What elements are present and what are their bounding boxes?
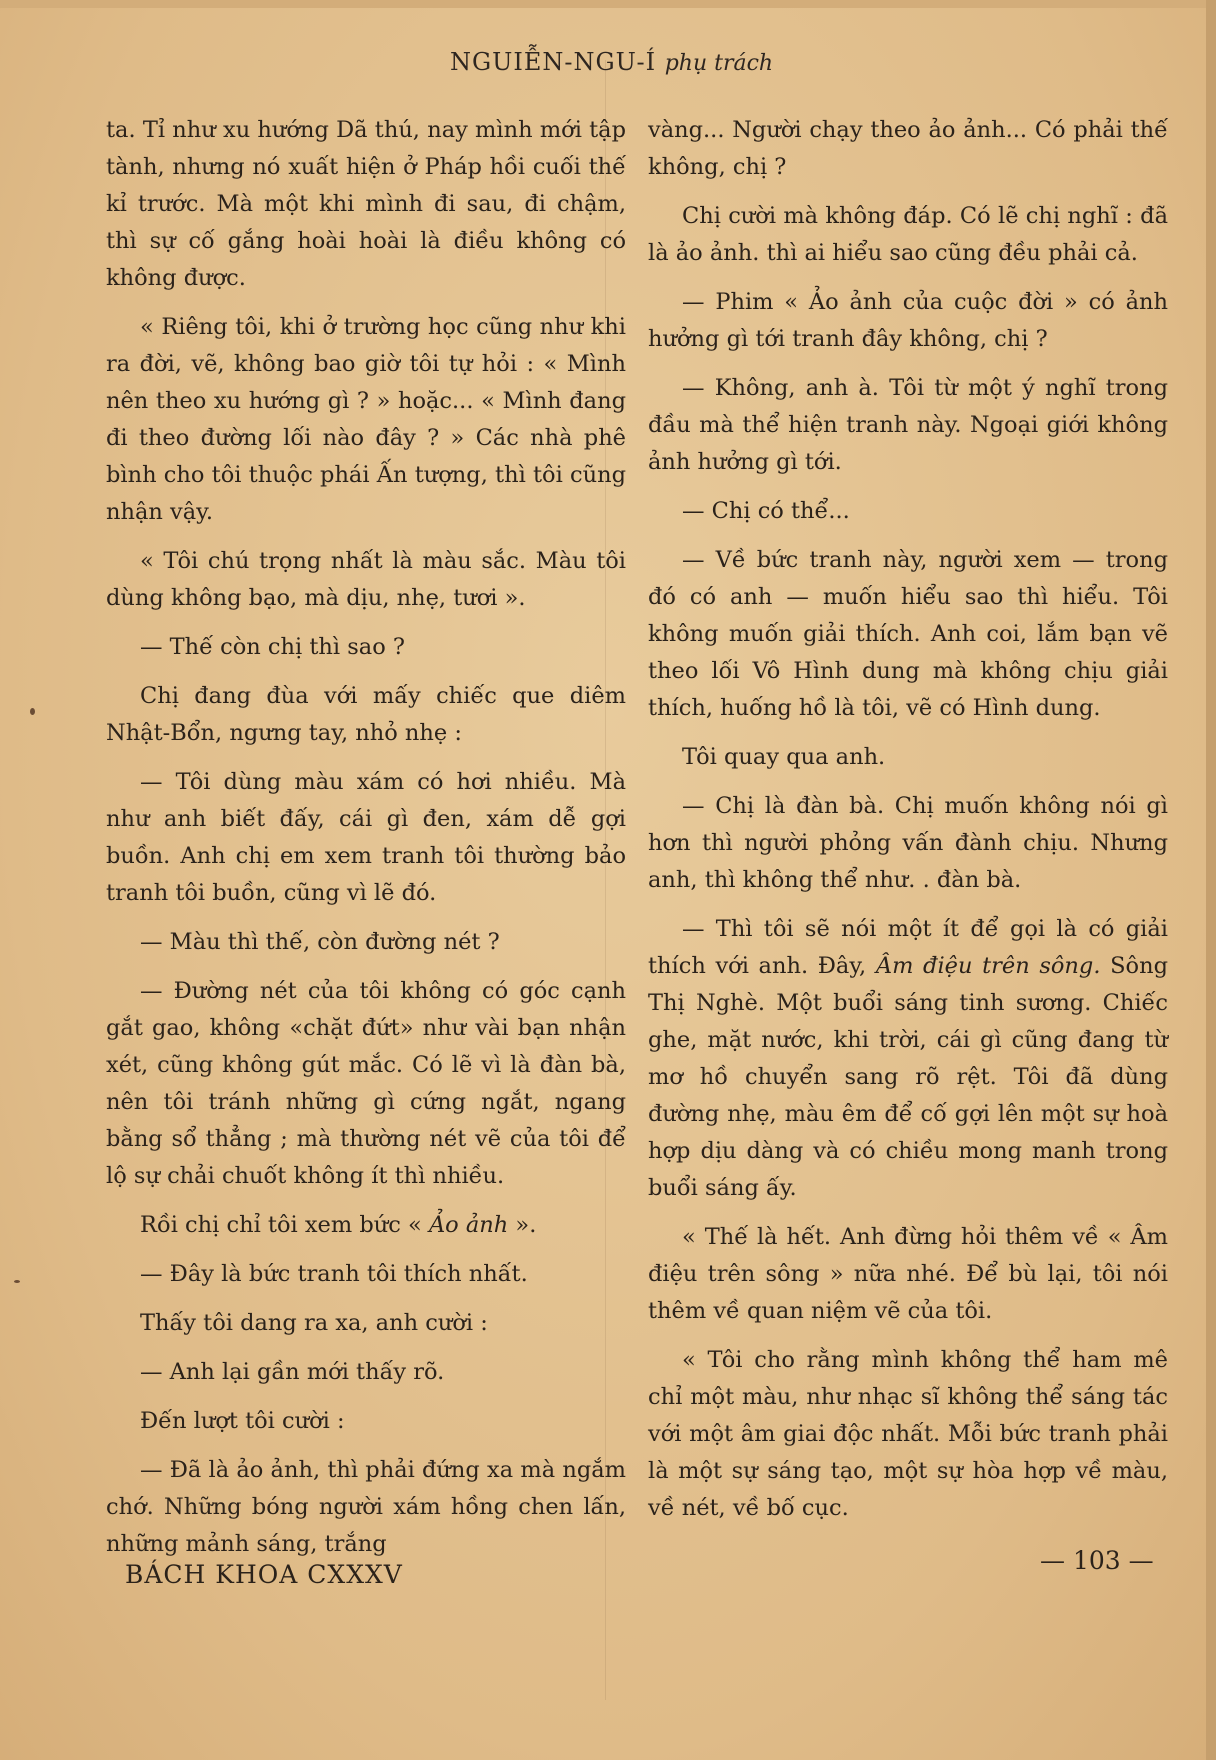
paragraph: — Tôi dùng màu xám có hơi nhiều. Mà như anh biết đấy, cái gì đen, xám dễ gợi buồn. Anh chị em xem tranh tôi thường bảo tranh tôi buồn, cũng vì lẽ đó. <box>106 769 626 906</box>
page-right-edge <box>1206 0 1216 1760</box>
ink-speck <box>14 1280 20 1283</box>
paragraph: — Màu thì thế, còn đường nét ? <box>140 929 500 955</box>
paragraph: — Về bức tranh này, người xem — trong đó có anh — muốn hiểu sao thì hiểu. Tôi không muốn giải thích. Anh coi, lắm bạn vẽ theo lối Vô Hình dung mà không chịu giải thích, huống hồ là tôi, vẽ có Hình dung. <box>648 547 1168 721</box>
paragraph: — Đường nét của tôi không có góc cạnh gắt gao, không «chặt đứt» như vài bạn nhận xét, cũng không gút mắc. Có lẽ vì là đàn bà, nên tôi tránh những gì cứng ngắt, ngang bằng sổ thẳng ; mà thường nét vẽ của tôi để lộ sự chải chuốt không ít thì nhiều. <box>106 978 626 1189</box>
paragraph: Đến lượt tôi cười : <box>140 1408 345 1434</box>
paragraph: — Đã là ảo ảnh, thì phải đứng xa mà ngắm chớ. Những bóng người xám hồng chen lấn, những mảnh sáng, trắng <box>106 1457 626 1557</box>
paragraph: ta. Tỉ như xu hướng Dã thú, nay mình mới tập tành, nhưng nó xuất hiện ở Pháp hồi cuối thế kỉ trước. Mà một khi mình đi sau, đi chậm, thì sự cố gắng hoài hoài là điều không có không được. <box>106 117 626 291</box>
paragraph: Chị cười mà không đáp. Có lẽ chị nghĩ : đã là ảo ảnh. thì ai hiểu sao cũng đều phải cả. <box>648 203 1168 266</box>
page-number: — 103 — <box>1040 1546 1154 1575</box>
paragraph: — Không, anh à. Tôi từ một ý nghĩ trong đầu mà thể hiện tranh này. Ngoại giới không ảnh hưởng gì tới. <box>648 375 1168 475</box>
paragraph: — Anh lại gần mới thấy rõ. <box>140 1359 445 1385</box>
painting-title: Âm điệu trên sông. <box>875 953 1101 979</box>
section-editor: NGUIỄN-NGU-Í <box>450 48 657 76</box>
paragraph: — Đây là bức tranh tôi thích nhất. <box>140 1261 528 1287</box>
paragraph: — Chị là đàn bà. Chị muốn không nói gì hơn thì người phỏng vấn đành chịu. Nhưng anh, thì không thể như. . đàn bà. <box>648 793 1168 893</box>
paragraph <box>648 911 1168 1207</box>
section-editor-role: phụ trách <box>664 51 774 76</box>
ink-speck <box>30 708 35 715</box>
right-column <box>648 112 1168 1539</box>
paragraph: — Thế còn chị thì sao ? <box>140 634 405 660</box>
paragraph: « Riêng tôi, khi ở trường học cũng như khi ra đời, vẽ, không bao giờ tôi tự hỏi : « Mình nên theo xu hướng gì ? » hoặc... « Mình đang đi theo đường lối nào đây ? » Các nhà phê bình cho tôi thuộc phái Ấn tượng, thì tôi cũng nhận vậy. <box>106 314 626 525</box>
text-run: Rồi chị chỉ tôi xem bức « <box>140 1212 429 1238</box>
text-run: ». <box>508 1212 537 1238</box>
page-top-edge <box>0 0 1216 8</box>
paragraph: — Chị có thể... <box>682 498 850 524</box>
paragraph: Thấy tôi dang ra xa, anh cười : <box>140 1310 488 1336</box>
text-run: Sông Thị Nghè. Một buổi sáng tinh sương. Chiếc ghe, mặt nước, khi trời, cái gì cũng đang từ mơ hồ chuyển sang rõ rệt. Tôi đã dùng đường nhẹ, màu êm để cố gợi lên một sự hoà hợp dịu dàng và có chiều mong manh trong buổi sáng ấy. <box>648 953 1168 1201</box>
paragraph: Chị đang đùa với mấy chiếc que diêm Nhật-Bổn, ngưng tay, nhỏ nhẹ : <box>106 683 626 746</box>
magazine-issue: BÁCH KHOA CXXXV <box>125 1560 403 1589</box>
paragraph <box>106 1207 626 1244</box>
painting-title: Ảo ảnh <box>428 1212 509 1238</box>
running-head <box>450 48 850 76</box>
paragraph: Tôi quay qua anh. <box>682 744 886 770</box>
paragraph: — Phim « Ảo ảnh của cuộc đời » có ảnh hưởng gì tới tranh đây không, chị ? <box>648 289 1168 352</box>
text-run: — Thì tôi sẽ nói một ít để gọi là có giải thích với anh. Đây, <box>648 916 1168 979</box>
paragraph: « Tôi chú trọng nhất là màu sắc. Màu tôi dùng không bạo, mà dịu, nhẹ, tươi ». <box>106 548 626 611</box>
paragraph: « Tôi cho rằng mình không thể ham mê chỉ một màu, như nhạc sĩ không thể sáng tác với một âm giai độc nhất. Mỗi bức tranh phải là một sự sáng tạo, một sự hòa hợp về màu, về nét, về bố cục. <box>648 1347 1168 1521</box>
left-column <box>106 112 626 1575</box>
paragraph: « Thế là hết. Anh đừng hỏi thêm về « Âm điệu trên sông » nữa nhé. Để bù lại, tôi nói thêm về quan niệm vẽ của tôi. <box>648 1224 1168 1324</box>
paragraph: vàng... Người chạy theo ảo ảnh... Có phải thế không, chị ? <box>648 117 1168 180</box>
